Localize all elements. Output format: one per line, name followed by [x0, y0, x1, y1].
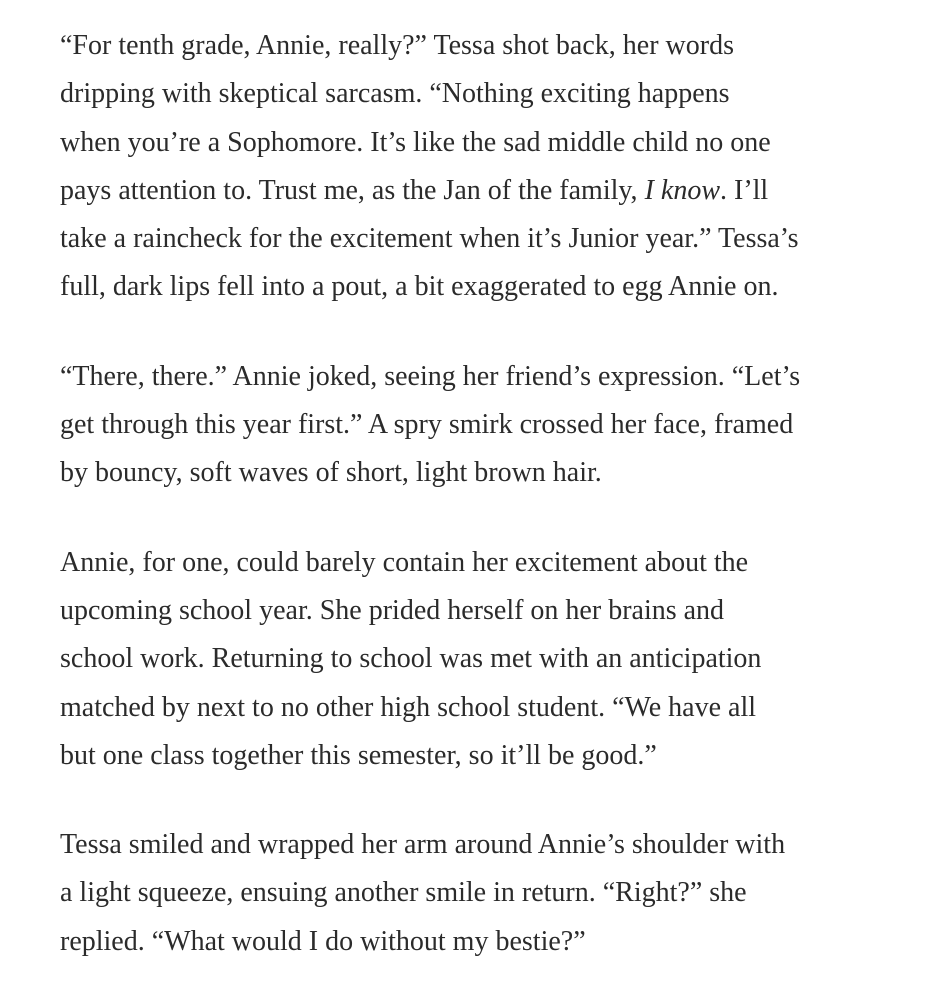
text-line: school work. Returning to school was met with an anticipation — [60, 643, 762, 675]
story-paragraph-2 — [60, 353, 890, 498]
text-line: when you’re a Sophomore. It’s like the sad middle child no one — [60, 126, 771, 158]
story-paragraph-3 — [60, 539, 890, 780]
story-paragraph-4 — [60, 821, 890, 966]
text-line: “For tenth grade, Annie, really?” Tessa shot back, her words — [60, 30, 734, 61]
italic-phrase: I know — [644, 174, 720, 206]
text-line: by bouncy, soft waves of short, light brown hair. — [60, 457, 602, 489]
text-line: matched by next to no other high school student. “We have all — [60, 691, 757, 723]
story-text — [60, 22, 890, 1007]
text-line: replied. “What would I do without my bestie?” — [60, 925, 586, 957]
text-line: get through this year first.” A spry smirk crossed her face, framed — [60, 409, 794, 441]
story-paragraph-1 — [60, 22, 890, 312]
text-line: pays attention to. Trust me, as the Jan of the family, I know. I’ll — [60, 174, 769, 206]
text-line: but one class together this semester, so it’ll be good.” — [60, 739, 657, 771]
text-line: Annie, for one, could barely contain her excitement about the — [60, 546, 749, 578]
text-line: Tessa smiled and wrapped her arm around Annie’s shoulder with — [60, 829, 786, 861]
text-line: upcoming school year. She prided herself on her brains and — [60, 594, 725, 626]
text-line: a light squeeze, ensuing another smile in return. “Right?” she — [60, 877, 747, 909]
text-line: take a raincheck for the excitement when it’s Junior year.” Tessa’s — [60, 223, 799, 255]
text-line: dripping with skeptical sarcasm. “Nothing exciting happens — [60, 78, 730, 110]
text-line: full, dark lips fell into a pout, a bit exaggerated to egg Annie on. — [60, 271, 779, 303]
text-line: “There, there.” Annie joked, seeing her friend’s expression. “Let’s — [60, 360, 801, 392]
